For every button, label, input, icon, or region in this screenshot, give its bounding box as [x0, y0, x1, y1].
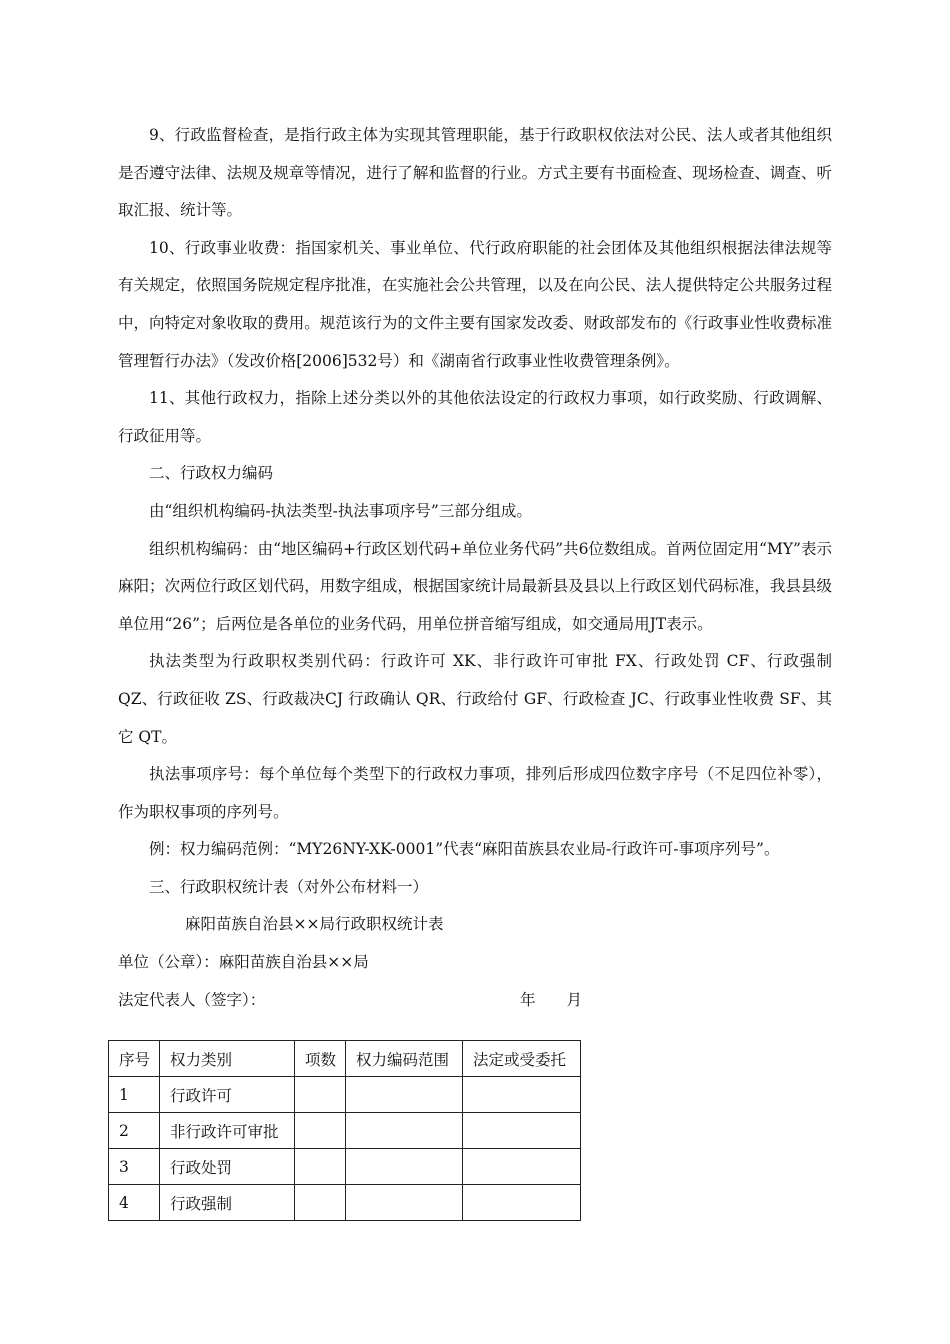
table-cell [295, 1149, 346, 1185]
table-title: 麻阳苗族自治县××局行政职权统计表 [185, 915, 444, 934]
paragraph-item-number: 执法事项序号：每个单位每个类型下的行政权力事项，排列后形成四位数字序号（不足四位补零），作为职权事项的序列号。 [118, 765, 832, 821]
table-header-row [109, 1041, 581, 1077]
table-cell: 2 [109, 1113, 160, 1149]
header-cell: 项数 [295, 1041, 346, 1077]
paragraph-org-code: 组织机构编码：由“地区编码+行政区划代码+单位业务代码”共6位数组成。首两位固定用“MY”表示麻阳；次两位行政区划代码，用数字组成，根据国家统计局最新县及县以上行政区划代码标准，我县县级单位用“26”；后两位是各单位的业务代码，用单位拼音缩写组成，如交通局用JT表示。 [118, 539, 832, 633]
table-cell: 非行政许可审批 [160, 1113, 295, 1149]
representative-label: 法定代表人（签字）： [118, 990, 266, 1009]
table-cell [463, 1077, 581, 1113]
header-cell: 序号 [109, 1041, 160, 1077]
table-cell [463, 1149, 581, 1185]
paragraph-enforcement-type: 执法类型为行政职权类别代码：行政许可 XK、非行政许可审批 FX、行政处罚 CF、行政强制 QZ、行政征收 ZS、行政裁决CJ 行政确认 QR、行政给付 GF、行政检查 JC、行政事业性收费 SF、其它 QT。 [118, 652, 832, 746]
section-heading-stats: 三、行政职权统计表（对外公布材料一） [149, 877, 429, 896]
table-cell [295, 1185, 346, 1221]
table-cell [463, 1185, 581, 1221]
table-cell [346, 1185, 463, 1221]
paragraph-code-structure: 由“组织机构编码-执法类型-执法事项序号”三部分组成。 [149, 501, 532, 520]
header-cell: 权力编码范围 [346, 1041, 463, 1077]
statistics-table [108, 1040, 581, 1221]
date-label: 年 月 [520, 990, 583, 1009]
table-cell [346, 1149, 463, 1185]
paragraph-fees: 10、行政事业收费：指国家机关、事业单位、代行政府职能的社会团体及其他组织根据法律法规等有关规定，依照国务院规定程序批准，在实施社会公共管理，以及在向公民、法人提供特定公共服务过程中，向特定对象收取的费用。规范该行为的文件主要有国家发改委、财政部发布的《行政事业性收费标准管理暂行办法》（发改价格[2006]532号）和《湖南省行政事业性收费管理条例》。 [118, 238, 832, 370]
table-cell [463, 1113, 581, 1149]
table-cell: 3 [109, 1149, 160, 1185]
table-cell [346, 1113, 463, 1149]
table-cell [346, 1077, 463, 1113]
paragraph-other-powers: 11、其他行政权力，指除上述分类以外的其他依法设定的行政权力事项，如行政奖励、行政调解、行政征用等。 [118, 389, 832, 445]
header-cell: 权力类别 [160, 1041, 295, 1077]
table-row [109, 1149, 581, 1185]
unit-line: 单位（公章）：麻阳苗族自治县××局 [118, 953, 369, 972]
table-cell: 行政处罚 [160, 1149, 295, 1185]
table-row [109, 1077, 581, 1113]
document-body [118, 117, 832, 1019]
header-cell: 法定或受委托 [463, 1041, 581, 1077]
representative-line [118, 982, 832, 1020]
table-cell [295, 1113, 346, 1149]
table-cell: 行政强制 [160, 1185, 295, 1221]
table-cell: 1 [109, 1077, 160, 1113]
paragraph-supervision: 9、行政监督检查，是指行政主体为实现其管理职能，基于行政职权依法对公民、法人或者其他组织是否遵守法律、法规及规章等情况，进行了解和监督的行业。方式主要有书面检查、现场检查、调查、听取汇报、统计等。 [118, 126, 832, 220]
section-heading-coding: 二、行政权力编码 [149, 464, 274, 483]
table-row [109, 1185, 581, 1221]
table-cell: 行政许可 [160, 1077, 295, 1113]
table-cell [295, 1077, 346, 1113]
table-row [109, 1113, 581, 1149]
table-cell: 4 [109, 1185, 160, 1221]
paragraph-example: 例：权力编码范例：“MY26NY-XK-0001”代表“麻阳苗族县农业局-行政许可-事项序列号”。 [149, 840, 780, 859]
